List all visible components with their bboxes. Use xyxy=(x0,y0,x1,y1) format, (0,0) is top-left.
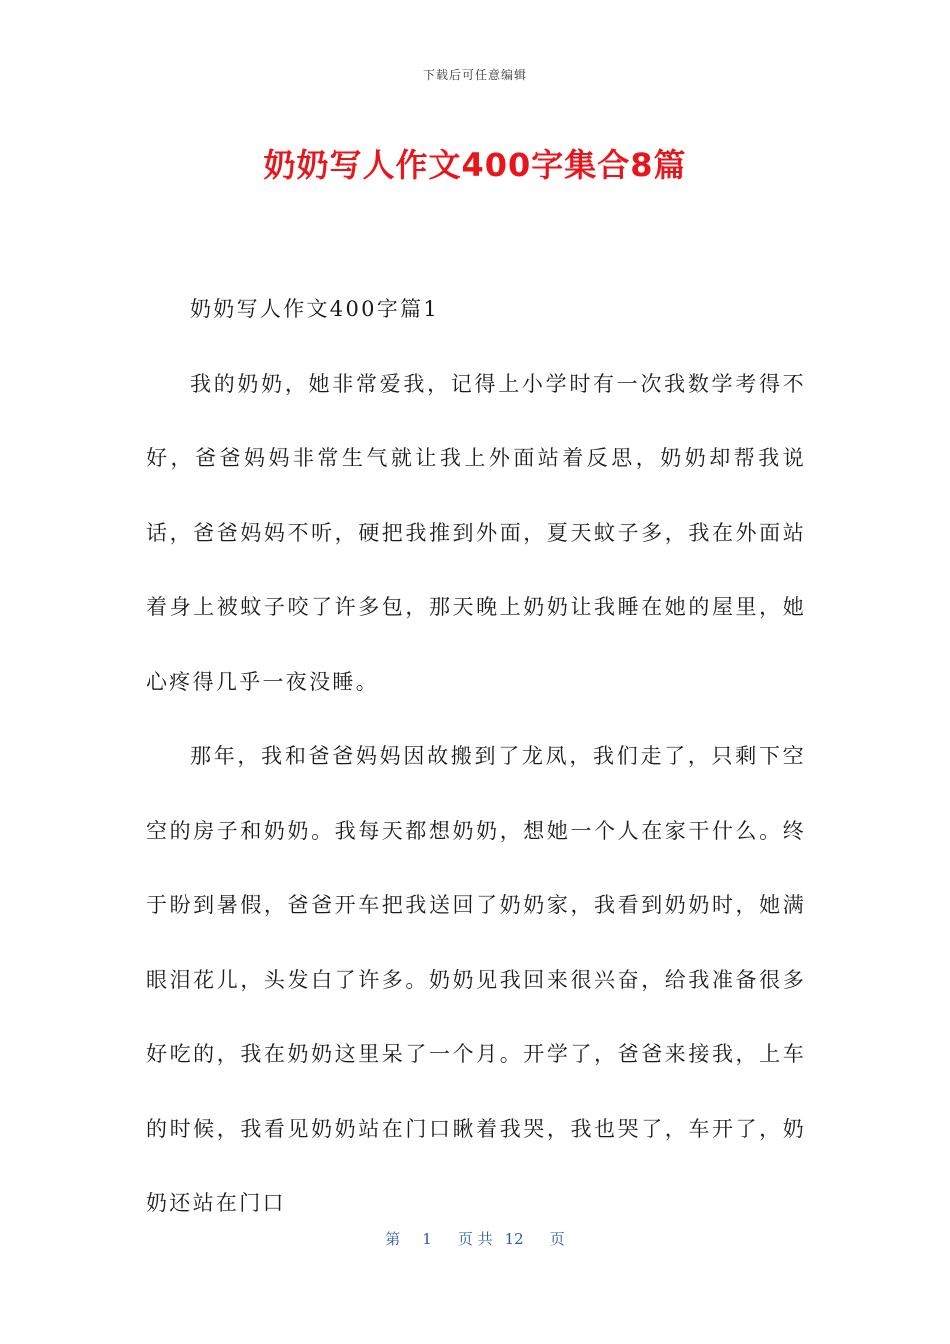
page-suffix: 页 xyxy=(549,1230,565,1248)
document-body xyxy=(146,272,806,1241)
page-footer xyxy=(0,1228,950,1249)
header-note: 下载后可任意编辑 xyxy=(422,68,527,82)
page-middle: 页 共 xyxy=(457,1230,493,1248)
body-paragraph: 那年，我和爸爸妈妈因故搬到了龙凤，我们走了，只剩下空空的房子和奶奶。我每天都想奶奶，想她一个人在家干什么。终于盼到暑假，爸爸开车把我送回了奶奶家，我看到奶奶时，她满眼泪花儿，头发白了许多。奶奶见我回来很兴奋，给我准备很多好吃的，我在奶奶这里呆了一个月。开学了，爸爸来接我，上车的时候，我看见奶奶站在门口瞅着我哭，我也哭了，车开了，奶奶还站在门口 xyxy=(146,744,806,1215)
page-prefix: 第 xyxy=(385,1230,401,1248)
page-total: 12 xyxy=(504,1230,524,1248)
section-heading: 奶奶写人作文400字篇1 xyxy=(190,297,440,321)
page-number: 1 xyxy=(422,1230,432,1248)
body-paragraph: 我的奶奶，她非常爱我，记得上小学时有一次我数学考得不好，爸爸妈妈非常生气就让我上外面站着反思，奶奶却帮我说话，爸爸妈妈不听，硬把我推到外面，夏天蚊子多，我在外面站着身上被蚊子咬了许多包，那天晚上奶奶让我睡在她的屋里，她心疼得几乎一夜没睡。 xyxy=(146,371,806,694)
document-title: 奶奶写人作文400字集合8篇 xyxy=(263,146,687,184)
